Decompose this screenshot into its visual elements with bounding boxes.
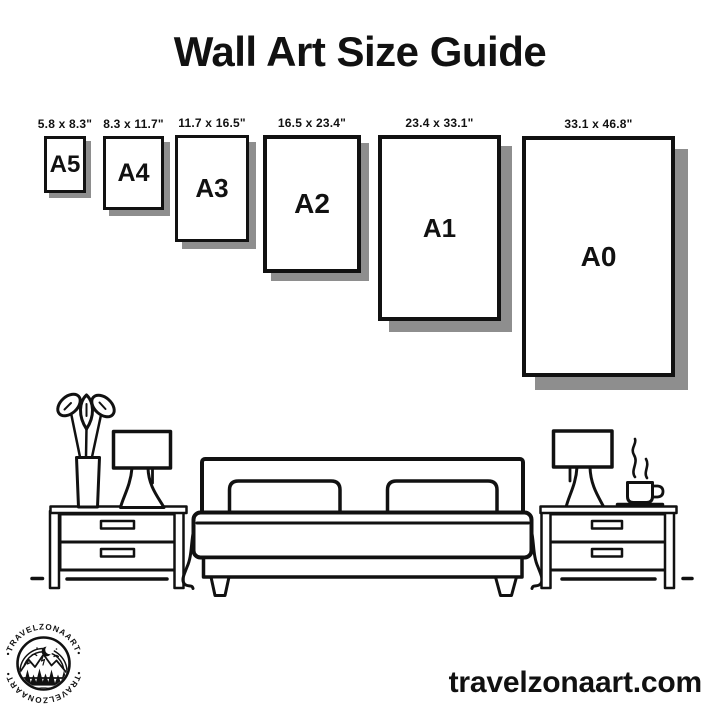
size-a2-label: A2 — [294, 188, 330, 219]
bed-leg — [211, 577, 229, 596]
logo-text-bottom: •TRAVELZONAART• — [3, 670, 84, 705]
lamp-left-icon — [114, 432, 171, 508]
size-a4-dimensions: 8.3 x 11.7" — [103, 117, 164, 131]
brand-logo — [4, 622, 84, 704]
size-a1-dimensions: 23.4 x 33.1" — [405, 116, 474, 130]
drawer-handle-icon — [592, 549, 622, 557]
page-title: Wall Art Size Guide — [173, 28, 547, 75]
size-a5-label: A5 — [49, 150, 81, 178]
drawer-handle-icon — [101, 521, 134, 529]
vase-icon — [77, 458, 100, 508]
size-a4-label: A4 — [117, 158, 150, 187]
mattress — [194, 513, 532, 558]
bed-base — [204, 558, 523, 578]
coffee-cup-icon — [618, 439, 664, 505]
logo-text-top: •TRAVELZONAART• — [3, 622, 84, 657]
steam-icon — [633, 439, 636, 477]
pillow-icon — [388, 481, 498, 514]
size-a2-dimensions: 16.5 x 23.4" — [277, 116, 347, 130]
plant-icon — [54, 390, 119, 507]
nightstand-left — [50, 507, 187, 589]
lamp-right-icon — [554, 431, 613, 508]
size-a3-dimensions: 11.7 x 16.5" — [178, 116, 246, 130]
steam-icon — [646, 459, 648, 478]
size-a3-label: A3 — [195, 173, 229, 203]
size-a1-label: A1 — [422, 212, 457, 243]
size-a5-dimensions: 5.8 x 8.3" — [37, 117, 93, 131]
pillow-icon — [230, 481, 341, 514]
nightstand-right — [541, 507, 677, 589]
bed — [183, 459, 542, 596]
drawer-handle-icon — [101, 549, 134, 557]
bed-leg — [496, 577, 517, 596]
size-a0-dimensions: 33.1 x 46.8" — [564, 117, 633, 131]
drawer-handle-icon — [592, 521, 622, 529]
size-a0-label: A0 — [580, 240, 617, 272]
website-url: travelzonaart.com — [448, 666, 702, 699]
